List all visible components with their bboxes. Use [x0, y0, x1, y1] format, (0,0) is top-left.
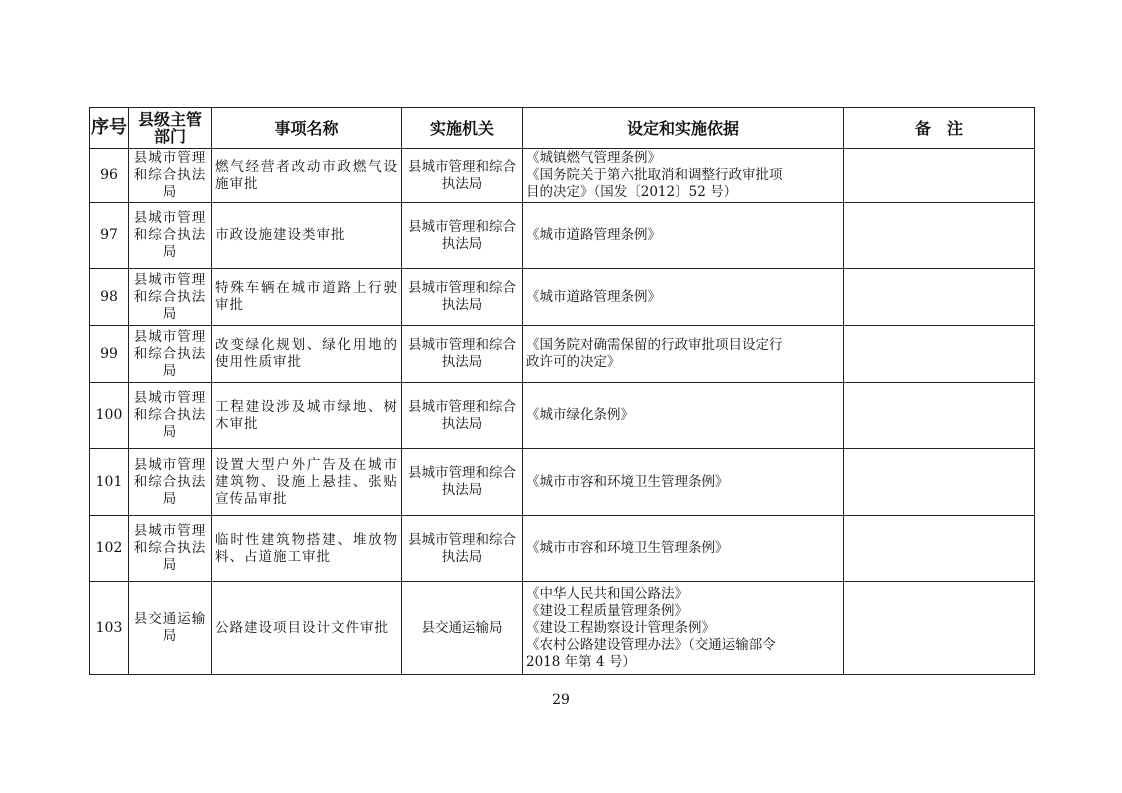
header-legal-basis: 设定和实施依据 — [523, 108, 844, 149]
row-department: 县城市管理和综合执法局 — [129, 449, 212, 516]
row-implementing-agency: 县城市管理和综合执法局 — [402, 149, 523, 203]
row-remarks — [844, 383, 1035, 449]
table-row — [90, 203, 1035, 269]
legal-basis-line: 《城市绿化条例》 — [526, 407, 634, 423]
row-item-name: 工程建设涉及城市绿地、树木审批 — [212, 383, 402, 449]
row-department: 县城市管理和综合执法局 — [129, 516, 212, 582]
header-serial-number: 序号 — [90, 108, 129, 149]
row-implementing-agency: 县城市管理和综合执法局 — [402, 326, 523, 383]
row-item-name: 设置大型户外广告及在城市建筑物、设施上悬挂、张贴宣传品审批 — [212, 449, 402, 516]
table-row — [90, 326, 1035, 383]
header-item-name: 事项名称 — [212, 108, 402, 149]
table-row — [90, 516, 1035, 582]
row-implementing-agency: 县城市管理和综合执法局 — [402, 516, 523, 582]
row-remarks — [844, 149, 1035, 203]
row-implementing-agency: 县交通运输局 — [402, 582, 523, 675]
row-remarks — [844, 326, 1035, 383]
row-legal-basis — [523, 203, 844, 269]
row-department: 县交通运输局 — [129, 582, 212, 675]
legal-basis-line: 《建设工程勘察设计管理条例》 — [526, 619, 715, 636]
row-remarks — [844, 269, 1035, 326]
table-row — [90, 149, 1035, 203]
row-serial-number: 103 — [90, 582, 129, 675]
row-remarks — [844, 516, 1035, 582]
row-serial-number: 101 — [90, 449, 129, 516]
row-legal-basis — [523, 269, 844, 326]
row-serial-number: 97 — [90, 203, 129, 269]
row-serial-number: 96 — [90, 149, 129, 203]
row-item-name: 特殊车辆在城市道路上行驶审批 — [212, 269, 402, 326]
header-remarks: 备 注 — [844, 108, 1035, 149]
legal-basis-line: 政许可的决定》 — [526, 354, 621, 370]
legal-basis-line: 《城市市容和环境卫生管理条例》 — [526, 540, 729, 556]
table-row — [90, 449, 1035, 516]
row-item-name: 市政设施建设类审批 — [212, 203, 402, 269]
row-implementing-agency: 县城市管理和综合执法局 — [402, 269, 523, 326]
row-item-name: 改变绿化规划、绿化用地的使用性质审批 — [212, 326, 402, 383]
row-item-name: 公路建设项目设计文件审批 — [212, 582, 402, 675]
table-row — [90, 582, 1035, 675]
row-legal-basis — [523, 582, 844, 675]
page-number: 29 — [552, 692, 570, 708]
row-department: 县城市管理和综合执法局 — [129, 383, 212, 449]
legal-basis-line: 《城市市容和环境卫生管理条例》 — [526, 473, 729, 490]
legal-basis-line: 《农村公路建设管理办法》（交通运输部令 — [526, 636, 776, 653]
table-row — [90, 383, 1035, 449]
row-serial-number: 102 — [90, 516, 129, 582]
row-serial-number: 100 — [90, 383, 129, 449]
header-department: 县级主管部门 — [129, 108, 212, 149]
header-implementing-agency: 实施机关 — [402, 108, 523, 149]
row-legal-basis — [523, 149, 844, 203]
legal-basis-line: 目的决定》（国发〔2012〕52 号） — [526, 184, 738, 200]
row-legal-basis — [523, 326, 844, 383]
row-serial-number: 99 — [90, 326, 129, 383]
legal-basis-line: 《国务院对确需保留的行政审批项目设定行 — [526, 337, 783, 353]
legal-basis-line: 《城镇燃气管理条例》 — [526, 150, 661, 166]
legal-basis-line: 《城市道路管理条例》 — [526, 227, 661, 243]
row-implementing-agency: 县城市管理和综合执法局 — [402, 203, 523, 269]
row-legal-basis — [523, 449, 844, 516]
legal-basis-line: 2018 年第 4 号） — [526, 653, 636, 670]
row-legal-basis — [523, 383, 844, 449]
table-header-row — [90, 108, 1035, 149]
table-row — [90, 269, 1035, 326]
row-legal-basis — [523, 516, 844, 582]
legal-basis-line: 《建设工程质量管理条例》 — [526, 602, 688, 619]
row-serial-number: 98 — [90, 269, 129, 326]
row-department: 县城市管理和综合执法局 — [129, 326, 212, 383]
row-department: 县城市管理和综合执法局 — [129, 269, 212, 326]
row-implementing-agency: 县城市管理和综合执法局 — [402, 449, 523, 516]
row-department: 县城市管理和综合执法局 — [129, 149, 212, 203]
row-item-name: 临时性建筑物搭建、堆放物料、占道施工审批 — [212, 516, 402, 582]
row-department: 县城市管理和综合执法局 — [129, 203, 212, 269]
row-item-name: 燃气经营者改动市政燃气设施审批 — [212, 149, 402, 203]
row-remarks — [844, 449, 1035, 516]
approval-items-table — [89, 107, 1035, 675]
legal-basis-line: 《中华人民共和国公路法》 — [526, 585, 688, 602]
legal-basis-line: 《国务院关于第六批取消和调整行政审批项 — [526, 167, 783, 183]
legal-basis-line: 《城市道路管理条例》 — [526, 288, 661, 305]
row-remarks — [844, 582, 1035, 675]
row-implementing-agency: 县城市管理和综合执法局 — [402, 383, 523, 449]
row-remarks — [844, 203, 1035, 269]
